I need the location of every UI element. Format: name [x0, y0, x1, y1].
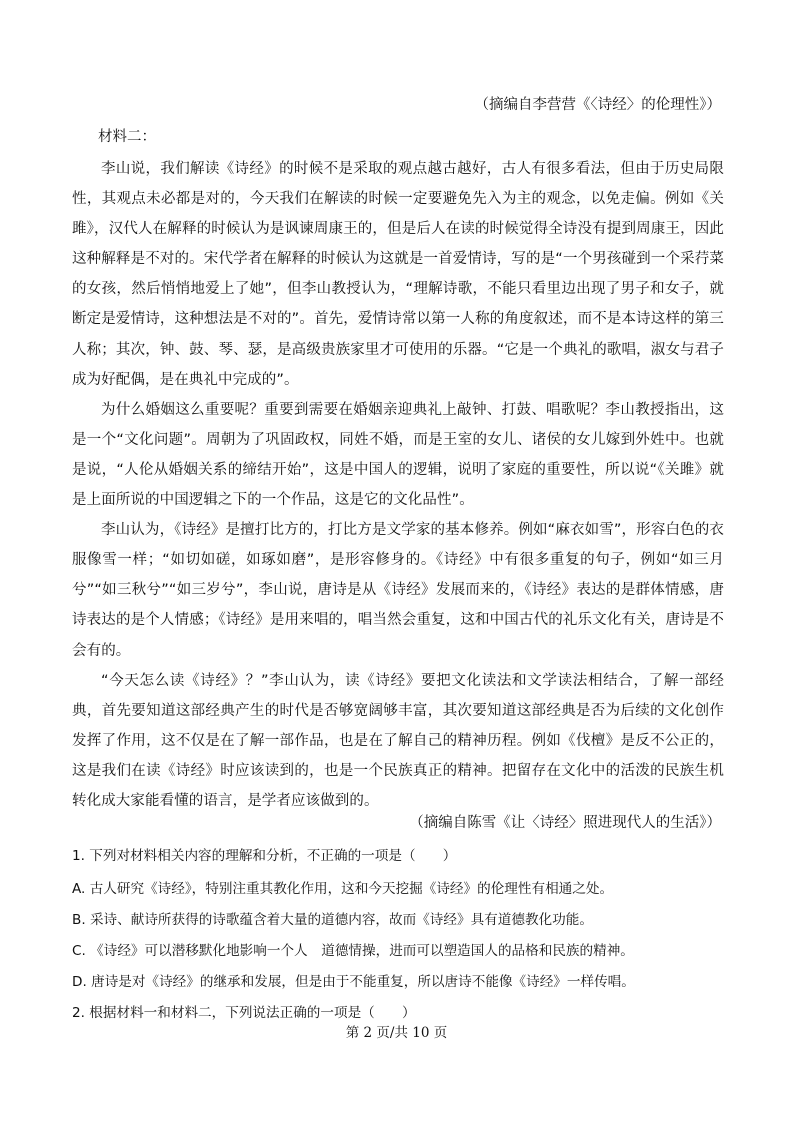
question-2: 2. 根据材料一和材料二，下列说法正确的一项是（ ）: [72, 1005, 416, 1021]
question-1-option-d: D. 唐诗是对《诗经》的继承和发展，但是由于不能重复，所以唐诗不能像《诗经》一样传唱。: [72, 974, 635, 990]
paragraph-1: 李山说，我们解读《诗经》的时候不是采取的观点越古越好，古人有很多看法，但由于历史局限性，其观点未必都是对的，今天我们在解读的时候一定要避免先入为主的观念，以免走偏。例如《关雎》，汉代人在解释的时候认为是讽谏周康王的，但是后人在读的时候觉得全诗没有提到周康王，因此这种解释是不对的。宋代学者在解释的时候认为这就是一首爱情诗，写的是“一个男孩碰到一个采荇菜的女孩，然后悄悄地爱上了她”，但李山教授认为，“理解诗歌，不能只看里边出现了男子和女子，就断定是爱情诗，这种想法是不对的”。首先，爱情诗常以第一人称的角度叙述，而不是本诗这样的第三人称；其次，钟、鼓、琴、瑟，是高级贵族家里才可使用的乐器。“它是一个典礼的歌唱，淑女与君子成为好配偶，是在典礼中完成的”。: [72, 161, 724, 388]
material-2-label: 材料二：: [98, 129, 156, 145]
question-1-option-c: C. 《诗经》可以潜移默化地影响一个人 道德情操，进而可以塑造国人的品格和民族的精神。: [72, 943, 634, 959]
source-citation-1: （摘编自李营营《〈诗经〉的伦理性》）: [474, 97, 721, 113]
question-1-option-a: A. 古人研究《诗经》，特别注重其教化作用，这和今天挖掘《诗经》的伦理性有相通之处。: [72, 881, 614, 897]
paragraph-3: 李山认为，《诗经》是擅打比方的，打比方是文学家的基本修养。例如“麻衣如雪”，形容白色的衣服像雪一样；“如切如磋，如琢如磨”，是形容修身的。《诗经》中有很多重复的句子，例如“如三月兮”“如三秋兮”“如三岁兮”，李山说，唐诗是从《诗经》发展而来的，《诗经》表达的是群体情感，唐诗表达的是个人情感；《诗经》是用来唱的，唱当然会重复，这和中国古代的礼乐文化有关，唐诗是不会有的。: [72, 522, 724, 659]
paragraph-2: 为什么婚姻这么重要呢？重要到需要在婚姻亲迎典礼上敲钟、打鼓、唱歌呢？李山教授指出，这是一个“文化问题”。周朝为了巩固政权，同姓不婚，而是王室的女儿、诸侯的女儿嫁到外姓中。也就是说，“人伦从婚姻关系的缔结开始”，这是中国人的逻辑，说明了家庭的重要性，所以说“《关雎》就是上面所说的中国逻辑之下的一个作品，这是它的文化品性”。: [72, 401, 724, 509]
page-footer: 第 2 页/共 10 页: [345, 1025, 448, 1041]
paragraph-4: “今天怎么读《诗经》？”李山认为，读《诗经》要把文化读法和文学读法相结合，了解一部经典，首先要知道这部经典产生的时代是否够宽阔够丰富，其次要知道这部经典是否为后续的文化创作发挥了作用，这不仅是在了解一部作品，也是在了解自己的精神历程。例如《伐檀》是反不公正的，这是我们在读《诗经》时应该读到的，也是一个民族真正的精神。把留存在文化中的活泼的民族生机转化成大家能看懂的语言，是学者应该做到的。: [72, 672, 724, 809]
question-1-option-b: B. 采诗、献诗所获得的诗歌蕴含着大量的道德内容，故而《诗经》具有道德教化功能。: [72, 912, 593, 928]
material-2-body: [72, 154, 724, 816]
question-1: 1. 下列对材料相关内容的理解和分析，不正确的一项是（ ）: [72, 848, 457, 864]
source-citation-2: （摘编自陈雪《让〈诗经〉照进现代人的生活》）: [409, 815, 721, 831]
